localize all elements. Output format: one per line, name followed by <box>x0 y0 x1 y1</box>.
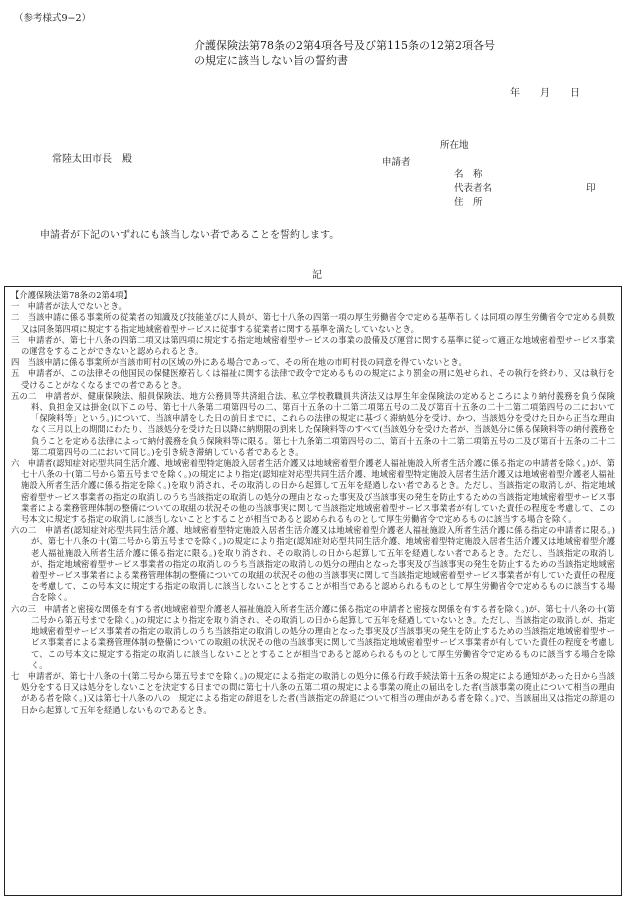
list-item <box>11 525 615 603</box>
address-label: 所在地 <box>440 140 469 151</box>
item-number: 五 <box>11 368 20 379</box>
form-number-label: （参考様式9−2） <box>14 13 92 24</box>
list-item <box>11 458 615 525</box>
item-text: 申請者が、第七十八条の十(第二号から第五号までを除く。)の規定による指定の取消しの処分に係る行政手続法第十五条の規定による通知があった日から当該処分をする日又は処分をしないことを決定する日までの間に第七十八条の五第二項の規定による事業の廃止の届出をした者(当該事業の廃止について相当の理由がある者を除く。)又は第七十八条の八の 規定による指定の辞退をした者(当該指定の辞退について相当の理由がある者を除く。)で、当該届出又は指定の辞退の日から起算して五年を経過しないものであるとき。 <box>21 670 615 715</box>
item-text: 申請者が法人でないとき。 <box>27 301 127 312</box>
item-number: 二 <box>11 312 20 323</box>
date-year-label: 年 <box>510 88 520 99</box>
date-month-label: 月 <box>540 88 550 99</box>
list-item <box>11 368 615 390</box>
name-label: 名 称 <box>454 169 483 180</box>
applicant-label: 申請者 <box>382 157 411 168</box>
item-number: 六の二 <box>11 525 37 536</box>
item-text: 申請者が、健康保険法、船員保険法、地方公務員等共済組合法、私立学校教職員共済法又は厚生年金保険法の定めるところにより納付義務を負う保険料、負担金又は掛金(以下この号、第七十八条第二項第四号の二、第百十五条の十二第二項第五号の二及び第百十五条の二十二第二項第四号の二において「保険料等」という。)について、当該申請をした日の前日までに、これらの法律の規定に基づく滞納処分を受け、かつ、当該処分を受けた日から正当な理由なく三月以上の期間にわたり、当該処分を受けた日以降に納期限の到来した保険料等のすべて(当該処分を受けた者が、当該処分に係る保険料等の納付義務を負うことを定める法律によって納付義務を負う保険料等に限る。第七十九条第二項第四号の二、第百十五条の十二第二項第五号の二及び第百十五条の二十二第二項第四号の二において同じ。)を引き続き滞納している者であるとき。 <box>31 390 615 457</box>
document-title <box>194 38 495 68</box>
addressee: 常陸太田市長 殿 <box>52 154 132 165</box>
date-day-label: 日 <box>570 88 580 99</box>
declaration-text: 申請者が下記のいずれにも該当しない者であることを誓約します。 <box>40 230 340 241</box>
seal-mark: 印 <box>586 183 596 194</box>
item-text: 申請者(認知症対応型共同生活介護、地域密着型特定施設入居者生活介護又は地域密着型介護老人福祉施設入所者生活介護に係る指定の申請者に限る。)が、第七十八条の十(第二号から第五号までを除く。)の規定により指定(認知症対応型共同生活介護、地域密着型特定施設入居者生活介護又は地域密着型介護老人福祉施設入所者生活介護に係る指定に限る。)を取り消され、その取消しの日から起算して五年を経過しない者であるとき。ただし、当該指定の取消しが、指定地域密着型サービス事業者の指定の取消しのうち当該指定の取消しの処分の理由となった事実及び当該事実の発生を防止するための当該指定地域密着型サービス事業者による業務管理体制の整備についての取組の状況その他の当該事実に関して当該指定地域密着型サービス事業者が有していた責任の程度を考慮して、この号本文に規定する指定の取消しに該当しないこととすることが相当であると認められるものとして厚生労働省令で定めるものに該当する場合を除く。 <box>31 525 615 603</box>
list-item <box>11 357 615 368</box>
item-text: 申請者と密接な関係を有する者(地域密着型介護老人福祉施設入所者生活介護に係る指定の申請者と密接な関係を有する者を除く。)が、第七十八条の十(第二号から第五号までを除く。)の規定により指定を取り消され、その取消しの日から起算して五年を経過していないとき。ただし、当該指定の取消しが、指定地域密着型サービス事業者の指定の取消しのうち当該指定の取消しの処分の理由となった事実及び当該事実の発生を防止するための当該指定地域密着型サービス事業者による業務管理体制の整備についての取組の状況その他の当該事実に関して当該指定地域密着型サービス事業者が有していた責任の程度を考慮して、この号本文に規定する指定の取消しに該当しないこととすることが相当であると認められるものとして厚生労働省令で定めるものに該当する場合を除く。 <box>31 603 615 670</box>
item-number: 六 <box>11 458 20 469</box>
item-number: 七 <box>11 670 20 681</box>
list-item <box>11 391 615 458</box>
residence-label: 住 所 <box>454 197 483 208</box>
item-number: 六の三 <box>11 603 36 614</box>
list-item <box>11 671 615 716</box>
item-text: 当該申請に係る事業所の従業者の知識及び技能並びに人員が、第七十八条の四第一項の厚生労働省令で定める基準若しくは同項の厚生労働省令で定める員数又は同条第四項に規定する指定地域密着型サービスに従事する従業者に関する基準を満たしていないとき。 <box>21 312 615 334</box>
item-text: 当該申請に係る事業所が当該市町村の区域の外にある場合であって、その所在地の市町村長の同意を得ていないとき。 <box>27 357 467 368</box>
requirements-heading: 【介護保険法第78条の2第4項】 <box>11 290 132 300</box>
title-line-2: の規定に該当しない旨の誓約書 <box>194 54 348 67</box>
representative-label: 代表者名 <box>454 183 493 194</box>
item-text: 申請者が、第七十八条の四第二項又は第四項に規定する指定地域密着型サービスの事業の設備及び運営に関する基準に従って適正な地域密着型サービス事業の運営をすることができないと認められるとき。 <box>21 334 615 357</box>
requirements-box <box>4 286 622 896</box>
title-line-1: 介護保険法第78条の2第4項各号及び第115条の12第2項各号 <box>194 39 495 52</box>
item-number: 一 <box>11 301 20 312</box>
list-item <box>11 312 615 334</box>
item-number: 三 <box>11 334 20 345</box>
list-item <box>11 335 615 357</box>
list-item <box>11 301 615 312</box>
item-number: 四 <box>11 357 20 368</box>
item-number: 五の二 <box>11 390 37 401</box>
item-text: 申請者が、この法律その他国民の保健医療若しくは福祉に関する法律で政令で定めるものの規定により罰金の刑に処せられ、その執行を終わり、又は執行を受けることがなくなるまでの者であるとき。 <box>21 368 615 390</box>
item-text: 申請者(認知症対応型共同生活介護、地域密着型特定施設入居者生活介護又は地域密着型介護老人福祉施設入所者生活介護に係る指定の申請者を除く。)が、第七十八条の十(第二号から第五号までを除く。)の規定により指定(認知症対応型共同生活介護、地域密着型特定施設入居者生活介護又は地域密着型介護老人福祉施設入所者生活介護に係る指定を除く。)を取り消され、その取消しの日から起算して五年を経過しない者であるとき。ただし、当該指定の取消しが、指定地域密着型サービス事業者の指定の取消しのうち当該指定の取消しの処分の理由となった事実及び当該事実の発生を防止するための当該指定地域密着型サービス事業者による業務管理体制の整備についての取組の状況その他の当該事実に関して当該指定地域密着型サービス事業者が有していた責任の程度を考慮して、この号本文に規定する指定の取消しに該当しないこととすることが相当であると認められるものとして厚生労働省令で定めるものに該当する場合を除く。 <box>21 458 615 525</box>
list-item <box>11 604 615 671</box>
ki-heading: 記 <box>312 270 322 281</box>
